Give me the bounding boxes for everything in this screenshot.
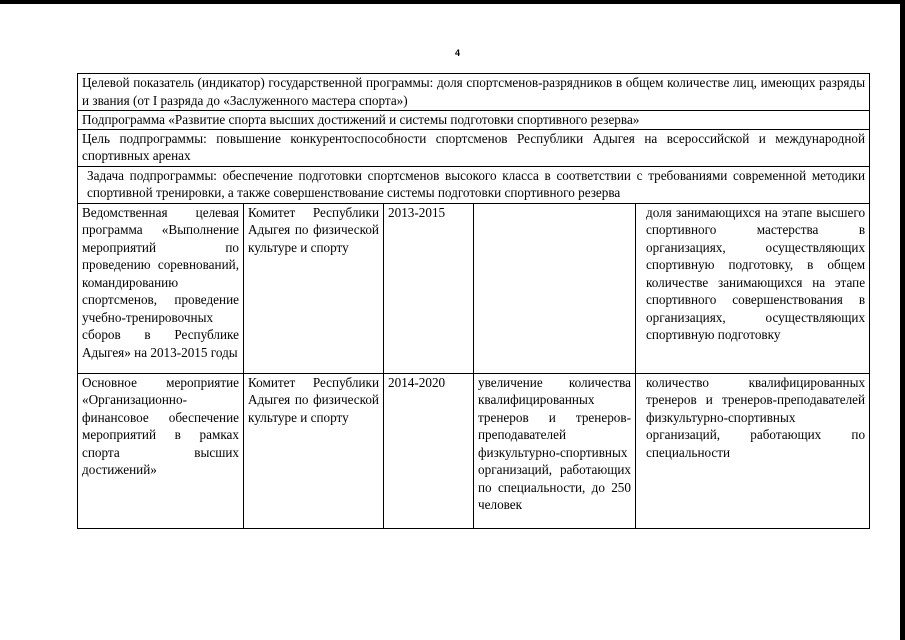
measure-name-cell: Ведомственная целевая программа «Выполнение мероприятий по проведению соревнований, командированию спортсменов, проведение учебно-тренировочных сборов в Республике Адыгея» на 2013-2015 годы [78, 203, 244, 373]
result-cell [474, 203, 636, 373]
executor-cell: Комитет Республики Адыгея по физической культуре и спорту [244, 373, 384, 528]
indicator-cell: количество квалифицированных тренеров и тренеров-преподавателей физкультурно-спортивных организаций, работающих по специальности [636, 373, 870, 528]
scan-right-edge [900, 0, 905, 640]
result-cell: увеличение количества квалифицированных тренеров и тренеров-преподавателей физкультурно-спортивных организаций, работающих по специальности, до 250 человек [474, 373, 636, 528]
table-row [78, 373, 870, 528]
program-table [77, 73, 870, 529]
page-number: 4 [455, 48, 461, 58]
goal-row [78, 129, 870, 166]
task-row [78, 166, 870, 203]
years-cell: 2013-2015 [384, 203, 474, 373]
scan-top-edge [0, 0, 905, 4]
measure-name-cell: Основное мероприятие «Организационно-финансовое обеспечение мероприятий в рамках спорта высших достижений» [78, 373, 244, 528]
subprogram-row [78, 111, 870, 130]
executor-cell: Комитет Республики Адыгея по физической культуре и спорту [244, 203, 384, 373]
task-row-text: Задача подпрограммы: обеспечение подготовки спортсменов высокого класса в соответствии с требованиями современной методики спортивной тренировки, а также совершенствование системы подготовки спортивного резерва [78, 166, 870, 203]
indicator-row [78, 74, 870, 111]
indicator-row-text: Целевой показатель (индикатор) государственной программы: доля спортсменов-разрядников в общем количестве лиц, имеющих разряды и звания (от I разряда до «Заслуженного мастера спорта») [78, 74, 870, 111]
subprogram-row-text: Подпрограмма «Развитие спорта высших достижений и системы подготовки спортивного резерва» [78, 111, 870, 130]
years-cell: 2014-2020 [384, 373, 474, 528]
table-row [78, 203, 870, 373]
goal-row-text: Цель подпрограммы: повышение конкурентоспособности спортсменов Республики Адыгея на всероссийской и международной спортивных аренах [78, 129, 870, 166]
indicator-cell: доля занимающихся на этапе высшего спортивного мастерства в организациях, осуществляющих спортивную подготовку, в общем количестве занимающихся на этапе спортивного совершенствования в организациях, осуществляющих спортивную подготовку [636, 203, 870, 373]
